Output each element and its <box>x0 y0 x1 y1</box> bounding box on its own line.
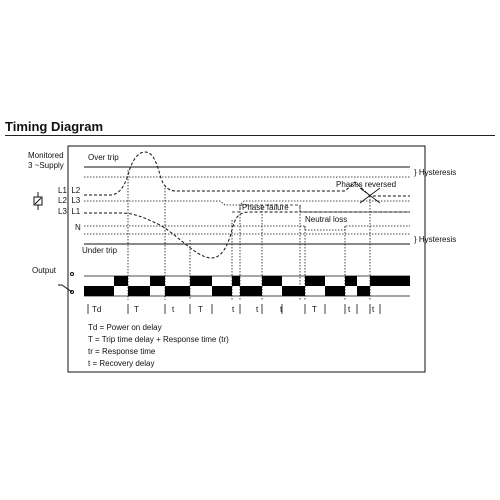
label-hysteresis-bottom: } Hysteresis <box>414 235 457 244</box>
interval-labels <box>92 305 375 314</box>
output-bars <box>84 276 410 296</box>
signal-l1l2 <box>84 152 410 196</box>
interval-6: t <box>280 305 283 314</box>
label-neutral-loss: Neutral loss <box>305 215 348 224</box>
label-supply: 3 ~Supply <box>28 161 64 170</box>
page-title: Timing Diagram <box>5 119 104 134</box>
relay-coil-icon <box>34 192 42 210</box>
legend-item-2: tr = Response time <box>88 347 156 356</box>
output-contact-icon <box>58 273 74 294</box>
interval-4: t <box>232 305 235 314</box>
signal-n <box>84 226 410 230</box>
interval-9: t <box>372 305 375 314</box>
label-over-trip: Over trip <box>88 153 119 162</box>
signal-l3l1 <box>84 212 410 258</box>
legend-item-1: T = Trip time delay + Response time (tr) <box>88 335 229 344</box>
interval-2: t <box>172 305 175 314</box>
label-phase-failure: Phase failure <box>242 203 289 212</box>
label-output: Output <box>32 266 57 275</box>
interval-3: T <box>198 305 203 314</box>
legend-item-3: t = Recovery delay <box>88 359 155 368</box>
interval-7: T <box>312 305 317 314</box>
interval-8: t <box>348 305 351 314</box>
label-under-trip: Under trip <box>82 246 118 255</box>
label-monitored: Monitored <box>28 151 64 160</box>
interval-0: Td <box>92 305 102 314</box>
interval-5: t <box>256 305 259 314</box>
label-l1l2: L1, L2 <box>58 186 81 195</box>
label-l3l1: L3, L1 <box>58 207 81 216</box>
label-phases-reversed: Phases reversed <box>336 180 397 189</box>
legend <box>88 323 229 368</box>
label-hysteresis-top: } Hysteresis <box>414 168 457 177</box>
legend-item-0: Td = Power on delay <box>88 323 162 332</box>
interval-1: T <box>134 305 139 314</box>
label-l2l3: L2, L3 <box>58 196 81 205</box>
label-n: N <box>75 223 81 232</box>
